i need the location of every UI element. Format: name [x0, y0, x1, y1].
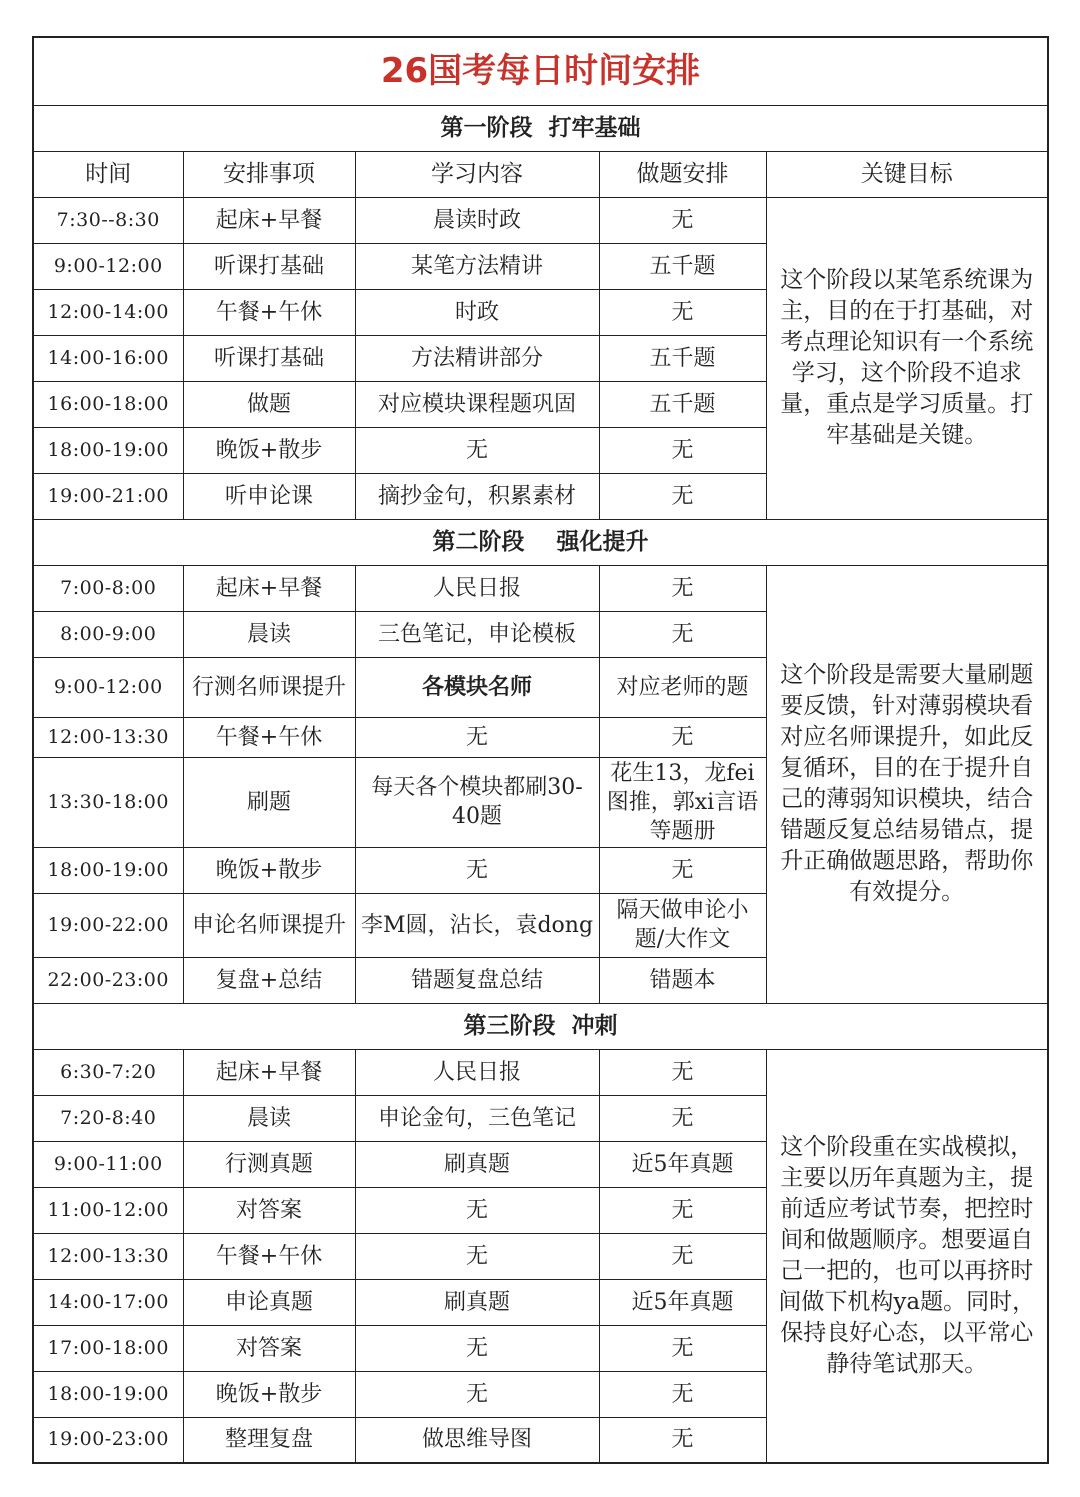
content-cell: 无 [355, 847, 599, 893]
content-cell: 人民日报 [355, 565, 599, 611]
time-cell: 22:00-23:00 [33, 957, 183, 1003]
arrangement-cell: 行测名师课提升 [183, 657, 355, 717]
practice-cell: 无 [599, 289, 766, 335]
arrangement-cell: 晚饭+散步 [183, 847, 355, 893]
time-cell: 16:00-18:00 [33, 381, 183, 427]
content-cell: 摘抄金句，积累素材 [355, 473, 599, 519]
practice-cell: 五千题 [599, 381, 766, 427]
content-cell: 对应模块课程题巩固 [355, 381, 599, 427]
content-cell: 方法精讲部分 [355, 335, 599, 381]
arrangement-cell: 听课打基础 [183, 243, 355, 289]
practice-cell: 无 [599, 1049, 766, 1095]
table-row [33, 1049, 1048, 1095]
arrangement-cell: 起床+早餐 [183, 565, 355, 611]
practice-cell: 无 [599, 717, 766, 757]
practice-cell: 对应老师的题 [599, 657, 766, 717]
practice-cell: 无 [599, 197, 766, 243]
schedule-table [32, 36, 1049, 1464]
phase-3-title: 第三阶段 冲刺 [33, 1003, 1048, 1049]
content-cell: 晨读时政 [355, 197, 599, 243]
header-study-content: 学习内容 [355, 151, 599, 197]
practice-cell: 近5年真题 [599, 1279, 766, 1325]
time-cell: 9:00-11:00 [33, 1141, 183, 1187]
phase-1-goal: 这个阶段以某笔系统课为主，目的在于打基础，对考点理论知识有一个系统学习，这个阶段不追求量，重点是学习质量。打牢基础是关键。 [766, 197, 1048, 519]
phase-3-goal: 这个阶段重在实战模拟，主要以历年真题为主，提前适应考试节奏，把控时间和做题顺序。想要逼自己一把的，也可以再挤时间做下机构ya题。同时，保持良好心态，以平常心静待笔试那天。 [766, 1049, 1048, 1463]
content-cell: 无 [355, 1187, 599, 1233]
time-cell: 14:00-16:00 [33, 335, 183, 381]
practice-cell: 无 [599, 427, 766, 473]
content-cell: 无 [355, 1371, 599, 1417]
content-cell: 无 [355, 427, 599, 473]
content-cell: 刷真题 [355, 1141, 599, 1187]
arrangement-cell: 整理复盘 [183, 1417, 355, 1463]
time-cell: 8:00-9:00 [33, 611, 183, 657]
arrangement-cell: 申论名师课提升 [183, 893, 355, 957]
arrangement-cell: 午餐+午休 [183, 717, 355, 757]
content-cell: 刷真题 [355, 1279, 599, 1325]
table-row [33, 197, 1048, 243]
practice-cell: 无 [599, 847, 766, 893]
content-cell: 三色笔记，申论模板 [355, 611, 599, 657]
time-cell: 12:00-13:30 [33, 1233, 183, 1279]
arrangement-cell: 晚饭+散步 [183, 427, 355, 473]
arrangement-cell: 刷题 [183, 757, 355, 847]
table-row [33, 565, 1048, 611]
time-cell: 19:00-21:00 [33, 473, 183, 519]
arrangement-cell: 行测真题 [183, 1141, 355, 1187]
content-cell: 无 [355, 1325, 599, 1371]
practice-cell: 无 [599, 1187, 766, 1233]
arrangement-cell: 对答案 [183, 1187, 355, 1233]
practice-cell: 无 [599, 1417, 766, 1463]
content-cell: 每天各个模块都刷30-40题 [355, 757, 599, 847]
practice-cell: 无 [599, 1371, 766, 1417]
content-cell: 错题复盘总结 [355, 957, 599, 1003]
time-cell: 17:00-18:00 [33, 1325, 183, 1371]
time-cell: 6:30-7:20 [33, 1049, 183, 1095]
practice-cell: 无 [599, 1325, 766, 1371]
time-cell: 14:00-17:00 [33, 1279, 183, 1325]
arrangement-cell: 申论真题 [183, 1279, 355, 1325]
arrangement-cell: 复盘+总结 [183, 957, 355, 1003]
practice-cell: 错题本 [599, 957, 766, 1003]
practice-cell: 无 [599, 611, 766, 657]
content-cell: 各模块名师 [355, 657, 599, 717]
time-cell: 19:00-22:00 [33, 893, 183, 957]
time-cell: 7:00-8:00 [33, 565, 183, 611]
time-cell: 9:00-12:00 [33, 243, 183, 289]
arrangement-cell: 午餐+午休 [183, 289, 355, 335]
arrangement-cell: 起床+早餐 [183, 197, 355, 243]
phase-1-title: 第一阶段 打牢基础 [33, 105, 1048, 151]
arrangement-cell: 晨读 [183, 1095, 355, 1141]
content-cell: 无 [355, 1233, 599, 1279]
content-cell: 人民日报 [355, 1049, 599, 1095]
time-cell: 13:30-18:00 [33, 757, 183, 847]
content-cell: 时政 [355, 289, 599, 335]
arrangement-cell: 对答案 [183, 1325, 355, 1371]
arrangement-cell: 听课打基础 [183, 335, 355, 381]
content-cell: 申论金句，三色笔记 [355, 1095, 599, 1141]
practice-cell: 无 [599, 1233, 766, 1279]
time-cell: 18:00-19:00 [33, 427, 183, 473]
header-time: 时间 [33, 151, 183, 197]
arrangement-cell: 晨读 [183, 611, 355, 657]
practice-cell: 五千题 [599, 335, 766, 381]
practice-cell: 无 [599, 565, 766, 611]
time-cell: 18:00-19:00 [33, 847, 183, 893]
time-cell: 12:00-14:00 [33, 289, 183, 335]
time-cell: 9:00-12:00 [33, 657, 183, 717]
time-cell: 18:00-19:00 [33, 1371, 183, 1417]
arrangement-cell: 午餐+午休 [183, 1233, 355, 1279]
phase-2-goal: 这个阶段是需要大量刷题要反馈，针对薄弱模块看对应名师课提升，如此反复循环，目的在于提升自己的薄弱知识模块，结合错题反复总结易错点，提升正确做题思路，帮助你有效提分。 [766, 565, 1048, 1003]
header-practice: 做题安排 [599, 151, 766, 197]
arrangement-cell: 晚饭+散步 [183, 1371, 355, 1417]
practice-cell: 五千题 [599, 243, 766, 289]
practice-cell: 花生13，龙fei图推，郭xi言语等题册 [599, 757, 766, 847]
header-key-goal: 关键目标 [766, 151, 1048, 197]
practice-cell: 近5年真题 [599, 1141, 766, 1187]
time-cell: 7:20-8:40 [33, 1095, 183, 1141]
content-cell: 做思维导图 [355, 1417, 599, 1463]
practice-cell: 隔天做申论小题/大作文 [599, 893, 766, 957]
table-title: 26国考每日时间安排 [33, 37, 1048, 105]
time-cell: 7:30--8:30 [33, 197, 183, 243]
time-cell: 19:00-23:00 [33, 1417, 183, 1463]
content-cell: 某笔方法精讲 [355, 243, 599, 289]
phase-2-title: 第二阶段 强化提升 [33, 519, 1048, 565]
practice-cell: 无 [599, 1095, 766, 1141]
time-cell: 12:00-13:30 [33, 717, 183, 757]
arrangement-cell: 起床+早餐 [183, 1049, 355, 1095]
practice-cell: 无 [599, 473, 766, 519]
time-cell: 11:00-12:00 [33, 1187, 183, 1233]
content-cell: 李M圆，沾长，袁dong [355, 893, 599, 957]
content-cell: 无 [355, 717, 599, 757]
arrangement-cell: 做题 [183, 381, 355, 427]
header-arrangement: 安排事项 [183, 151, 355, 197]
arrangement-cell: 听申论课 [183, 473, 355, 519]
